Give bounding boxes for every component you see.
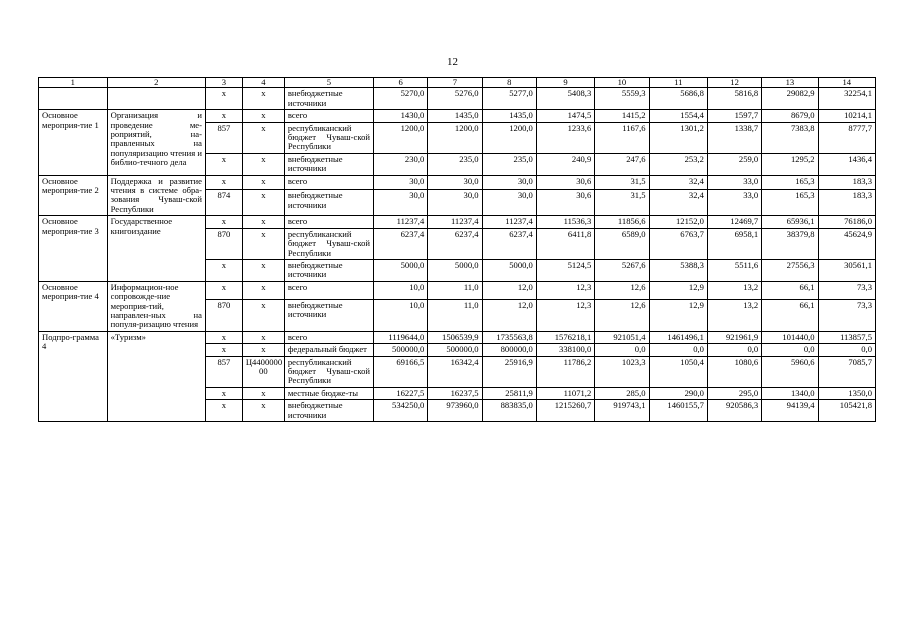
table-row xyxy=(39,281,876,299)
amount-cell: 1415,2 xyxy=(595,110,649,122)
amount-cell: 1119644,0 xyxy=(373,331,427,343)
target-article-cell: x xyxy=(242,400,284,422)
table-row xyxy=(39,331,876,343)
amount-cell: 5000,0 xyxy=(428,259,482,281)
amount-cell: 5511,6 xyxy=(707,259,761,281)
amount-cell: 12,0 xyxy=(482,299,536,331)
amount-cell: 11536,3 xyxy=(536,216,594,228)
activity-name-cell xyxy=(107,88,205,110)
program-stage-cell: Подпро-грамма 4 xyxy=(39,331,108,421)
amount-cell: 11856,6 xyxy=(595,216,649,228)
page-number: 12 xyxy=(447,56,458,68)
gov-code-cell: x xyxy=(205,281,242,299)
amount-cell: 230,0 xyxy=(373,153,427,175)
column-number: 6 xyxy=(373,78,427,88)
funding-source-cell: республиканский бюджет Чуваш-ской Республики xyxy=(284,122,373,153)
funding-source-cell: внебюджетные источники xyxy=(284,190,373,216)
amount-cell: 12,9 xyxy=(649,281,707,299)
amount-cell: 295,0 xyxy=(707,387,761,399)
amount-cell: 1461496,1 xyxy=(649,331,707,343)
gov-code-cell: x xyxy=(205,153,242,175)
amount-cell: 1200,0 xyxy=(373,122,427,153)
amount-cell: 5408,3 xyxy=(536,88,594,110)
amount-cell: 6237,4 xyxy=(482,228,536,259)
amount-cell: 29082,9 xyxy=(762,88,818,110)
amount-cell: 921961,9 xyxy=(707,331,761,343)
amount-cell: 27556,3 xyxy=(762,259,818,281)
amount-cell: 6958,1 xyxy=(707,228,761,259)
amount-cell: 11237,4 xyxy=(373,216,427,228)
amount-cell: 5686,8 xyxy=(649,88,707,110)
amount-cell: 1200,0 xyxy=(482,122,536,153)
amount-cell: 285,0 xyxy=(595,387,649,399)
gov-code-cell: x xyxy=(205,259,242,281)
gov-code-cell: x xyxy=(205,387,242,399)
target-article-cell: x xyxy=(242,110,284,122)
gov-code-cell: 857 xyxy=(205,356,242,387)
target-article-cell: x xyxy=(242,281,284,299)
target-article-cell: x xyxy=(242,299,284,331)
amount-cell: 6411,8 xyxy=(536,228,594,259)
gov-code-cell: x xyxy=(205,400,242,422)
program-stage-cell xyxy=(39,88,108,110)
target-article-cell: x xyxy=(242,122,284,153)
amount-cell: 5960,6 xyxy=(762,356,818,387)
amount-cell: 290,0 xyxy=(649,387,707,399)
amount-cell: 33,0 xyxy=(707,190,761,216)
amount-cell: 247,6 xyxy=(595,153,649,175)
amount-cell: 5000,0 xyxy=(373,259,427,281)
activity-name-cell: Поддержка и развитие чтения в системе обра-зования Чуваш-ской Республики xyxy=(107,175,205,216)
amount-cell: 13,2 xyxy=(707,281,761,299)
amount-cell: 32,4 xyxy=(649,190,707,216)
amount-cell: 25811,9 xyxy=(482,387,536,399)
amount-cell: 69166,5 xyxy=(373,356,427,387)
amount-cell: 73,3 xyxy=(818,281,875,299)
column-number-row xyxy=(39,78,876,88)
amount-cell: 183,3 xyxy=(818,190,875,216)
program-stage-cell: Основное мероприя-тие 1 xyxy=(39,110,108,175)
amount-cell: 13,2 xyxy=(707,299,761,331)
column-number: 7 xyxy=(428,78,482,88)
amount-cell: 10214,1 xyxy=(818,110,875,122)
table-row xyxy=(39,216,876,228)
funding-source-cell: всего xyxy=(284,110,373,122)
amount-cell: 1435,0 xyxy=(482,110,536,122)
gov-code-cell: x xyxy=(205,344,242,356)
amount-cell: 1050,4 xyxy=(649,356,707,387)
amount-cell: 12152,0 xyxy=(649,216,707,228)
funding-source-cell: внебюджетные источники xyxy=(284,400,373,422)
amount-cell: 32,4 xyxy=(649,175,707,190)
column-number: 14 xyxy=(818,78,875,88)
amount-cell: 30,0 xyxy=(428,190,482,216)
column-number: 3 xyxy=(205,78,242,88)
amount-cell: 11,0 xyxy=(428,281,482,299)
target-article-cell: x xyxy=(242,228,284,259)
target-article-cell: Ц4400000 00 xyxy=(242,356,284,387)
amount-cell: 7085,7 xyxy=(818,356,875,387)
target-article-cell: x xyxy=(242,344,284,356)
amount-cell: 259,0 xyxy=(707,153,761,175)
amount-cell: 76186,0 xyxy=(818,216,875,228)
amount-cell: 1474,5 xyxy=(536,110,594,122)
amount-cell: 33,0 xyxy=(707,175,761,190)
amount-cell: 1200,0 xyxy=(428,122,482,153)
amount-cell: 66,1 xyxy=(762,281,818,299)
funding-source-cell: всего xyxy=(284,281,373,299)
amount-cell: 16237,5 xyxy=(428,387,482,399)
amount-cell: 11237,4 xyxy=(482,216,536,228)
amount-cell: 253,2 xyxy=(649,153,707,175)
amount-cell: 919743,1 xyxy=(595,400,649,422)
column-number: 9 xyxy=(536,78,594,88)
amount-cell: 65936,1 xyxy=(762,216,818,228)
amount-cell: 12,6 xyxy=(595,281,649,299)
amount-cell: 5276,0 xyxy=(428,88,482,110)
amount-cell: 38379,8 xyxy=(762,228,818,259)
amount-cell: 5124,5 xyxy=(536,259,594,281)
funding-source-cell: республиканский бюджет Чуваш-ской Республики xyxy=(284,356,373,387)
gov-code-cell: x xyxy=(205,175,242,190)
amount-cell: 30,0 xyxy=(373,190,427,216)
gov-code-cell: x xyxy=(205,110,242,122)
column-number: 10 xyxy=(595,78,649,88)
program-stage-cell: Основное мероприя-тие 2 xyxy=(39,175,108,216)
gov-code-cell: x xyxy=(205,88,242,110)
target-article-cell: x xyxy=(242,175,284,190)
activity-name-cell: Информацион-ное сопровожде-ние мероприя-тий, направлен-ных на популя-ризацию чтения xyxy=(107,281,205,331)
amount-cell: 5000,0 xyxy=(482,259,536,281)
amount-cell: 30561,1 xyxy=(818,259,875,281)
amount-cell: 1080,6 xyxy=(707,356,761,387)
gov-code-cell: x xyxy=(205,216,242,228)
funding-source-cell: внебюджетные источники xyxy=(284,299,373,331)
column-number: 13 xyxy=(762,78,818,88)
amount-cell: 12,0 xyxy=(482,281,536,299)
funding-source-cell: внебюджетные источники xyxy=(284,153,373,175)
amount-cell: 101440,0 xyxy=(762,331,818,343)
amount-cell: 921051,4 xyxy=(595,331,649,343)
amount-cell: 6763,7 xyxy=(649,228,707,259)
amount-cell: 534250,0 xyxy=(373,400,427,422)
amount-cell: 1436,4 xyxy=(818,153,875,175)
amount-cell: 30,0 xyxy=(373,175,427,190)
amount-cell: 11071,2 xyxy=(536,387,594,399)
amount-cell: 1350,0 xyxy=(818,387,875,399)
amount-cell: 12,6 xyxy=(595,299,649,331)
amount-cell: 165,3 xyxy=(762,190,818,216)
amount-cell: 31,5 xyxy=(595,190,649,216)
amount-cell: 30,0 xyxy=(428,175,482,190)
amount-cell: 10,0 xyxy=(373,299,427,331)
amount-cell: 920586,3 xyxy=(707,400,761,422)
amount-cell: 8679,0 xyxy=(762,110,818,122)
amount-cell: 1597,7 xyxy=(707,110,761,122)
amount-cell: 1301,2 xyxy=(649,122,707,153)
amount-cell: 1233,6 xyxy=(536,122,594,153)
target-article-cell: x xyxy=(242,331,284,343)
amount-cell: 0,0 xyxy=(818,344,875,356)
target-article-cell: x xyxy=(242,216,284,228)
program-stage-cell: Основное мероприя-тие 3 xyxy=(39,216,108,281)
funding-source-cell: внебюджетные источники xyxy=(284,88,373,110)
target-article-cell: x xyxy=(242,153,284,175)
amount-cell: 16342,4 xyxy=(428,356,482,387)
column-number: 5 xyxy=(284,78,373,88)
amount-cell: 1338,7 xyxy=(707,122,761,153)
amount-cell: 1215260,7 xyxy=(536,400,594,422)
amount-cell: 240,9 xyxy=(536,153,594,175)
target-article-cell: x xyxy=(242,387,284,399)
funding-source-cell: местные бюдже-ты xyxy=(284,387,373,399)
column-number: 1 xyxy=(39,78,108,88)
funding-source-cell: всего xyxy=(284,331,373,343)
amount-cell: 12469,7 xyxy=(707,216,761,228)
amount-cell: 16227,5 xyxy=(373,387,427,399)
amount-cell: 11,0 xyxy=(428,299,482,331)
column-number: 4 xyxy=(242,78,284,88)
funding-source-cell: всего xyxy=(284,216,373,228)
amount-cell: 1576218,1 xyxy=(536,331,594,343)
amount-cell: 1023,3 xyxy=(595,356,649,387)
gov-code-cell: 874 xyxy=(205,190,242,216)
amount-cell: 10,0 xyxy=(373,281,427,299)
amount-cell: 6589,0 xyxy=(595,228,649,259)
amount-cell: 973960,0 xyxy=(428,400,482,422)
amount-cell: 30,6 xyxy=(536,190,594,216)
amount-cell: 235,0 xyxy=(428,153,482,175)
amount-cell: 1167,6 xyxy=(595,122,649,153)
amount-cell: 113857,5 xyxy=(818,331,875,343)
amount-cell: 6237,4 xyxy=(428,228,482,259)
amount-cell: 31,5 xyxy=(595,175,649,190)
amount-cell: 883835,0 xyxy=(482,400,536,422)
amount-cell: 45624,9 xyxy=(818,228,875,259)
amount-cell: 800000,0 xyxy=(482,344,536,356)
gov-code-cell: 870 xyxy=(205,299,242,331)
amount-cell: 1435,0 xyxy=(428,110,482,122)
amount-cell: 30,6 xyxy=(536,175,594,190)
amount-cell: 11237,4 xyxy=(428,216,482,228)
funding-source-cell: федеральный бюджет xyxy=(284,344,373,356)
program-stage-cell: Основное мероприя-тие 4 xyxy=(39,281,108,331)
amount-cell: 12,9 xyxy=(649,299,707,331)
amount-cell: 183,3 xyxy=(818,175,875,190)
amount-cell: 1460155,7 xyxy=(649,400,707,422)
column-number: 11 xyxy=(649,78,707,88)
target-article-cell: x xyxy=(242,88,284,110)
amount-cell: 0,0 xyxy=(595,344,649,356)
amount-cell: 235,0 xyxy=(482,153,536,175)
target-article-cell: x xyxy=(242,259,284,281)
amount-cell: 5270,0 xyxy=(373,88,427,110)
amount-cell: 5267,6 xyxy=(595,259,649,281)
amount-cell: 105421,8 xyxy=(818,400,875,422)
amount-cell: 0,0 xyxy=(649,344,707,356)
funding-source-cell: всего xyxy=(284,175,373,190)
amount-cell: 5559,3 xyxy=(595,88,649,110)
funding-source-cell: республиканский бюджет Чуваш-ской Республики xyxy=(284,228,373,259)
amount-cell: 1554,4 xyxy=(649,110,707,122)
amount-cell: 73,3 xyxy=(818,299,875,331)
amount-cell: 500000,0 xyxy=(373,344,427,356)
amount-cell: 1430,0 xyxy=(373,110,427,122)
gov-code-cell: 870 xyxy=(205,228,242,259)
amount-cell: 1295,2 xyxy=(762,153,818,175)
amount-cell: 165,3 xyxy=(762,175,818,190)
table-row xyxy=(39,175,876,190)
column-number: 8 xyxy=(482,78,536,88)
amount-cell: 25916,9 xyxy=(482,356,536,387)
amount-cell: 338100,0 xyxy=(536,344,594,356)
amount-cell: 30,0 xyxy=(482,175,536,190)
column-number: 12 xyxy=(707,78,761,88)
amount-cell: 66,1 xyxy=(762,299,818,331)
amount-cell: 500000,0 xyxy=(428,344,482,356)
amount-cell: 1506539,9 xyxy=(428,331,482,343)
amount-cell: 5388,3 xyxy=(649,259,707,281)
gov-code-cell: x xyxy=(205,331,242,343)
amount-cell: 8777,7 xyxy=(818,122,875,153)
activity-name-cell: Организация и проведение ме-роприятий, на-правленных на популяризацию чтения и библио-течного дела xyxy=(107,110,205,175)
amount-cell: 94139,4 xyxy=(762,400,818,422)
amount-cell: 12,3 xyxy=(536,281,594,299)
amount-cell: 32254,1 xyxy=(818,88,875,110)
amount-cell: 6237,4 xyxy=(373,228,427,259)
amount-cell: 5816,8 xyxy=(707,88,761,110)
funding-source-cell: внебюджетные источники xyxy=(284,259,373,281)
table-row xyxy=(39,110,876,122)
activity-name-cell: «Туризм» xyxy=(107,331,205,421)
amount-cell: 11786,2 xyxy=(536,356,594,387)
table-row xyxy=(39,88,876,110)
activity-name-cell: Государственное книгоиздание xyxy=(107,216,205,281)
amount-cell: 30,0 xyxy=(482,190,536,216)
amount-cell: 0,0 xyxy=(707,344,761,356)
column-number: 2 xyxy=(107,78,205,88)
budget-table xyxy=(38,77,876,422)
gov-code-cell: 857 xyxy=(205,122,242,153)
amount-cell: 12,3 xyxy=(536,299,594,331)
amount-cell: 5277,0 xyxy=(482,88,536,110)
target-article-cell: x xyxy=(242,190,284,216)
amount-cell: 1735563,8 xyxy=(482,331,536,343)
amount-cell: 0,0 xyxy=(762,344,818,356)
amount-cell: 1340,0 xyxy=(762,387,818,399)
amount-cell: 7383,8 xyxy=(762,122,818,153)
